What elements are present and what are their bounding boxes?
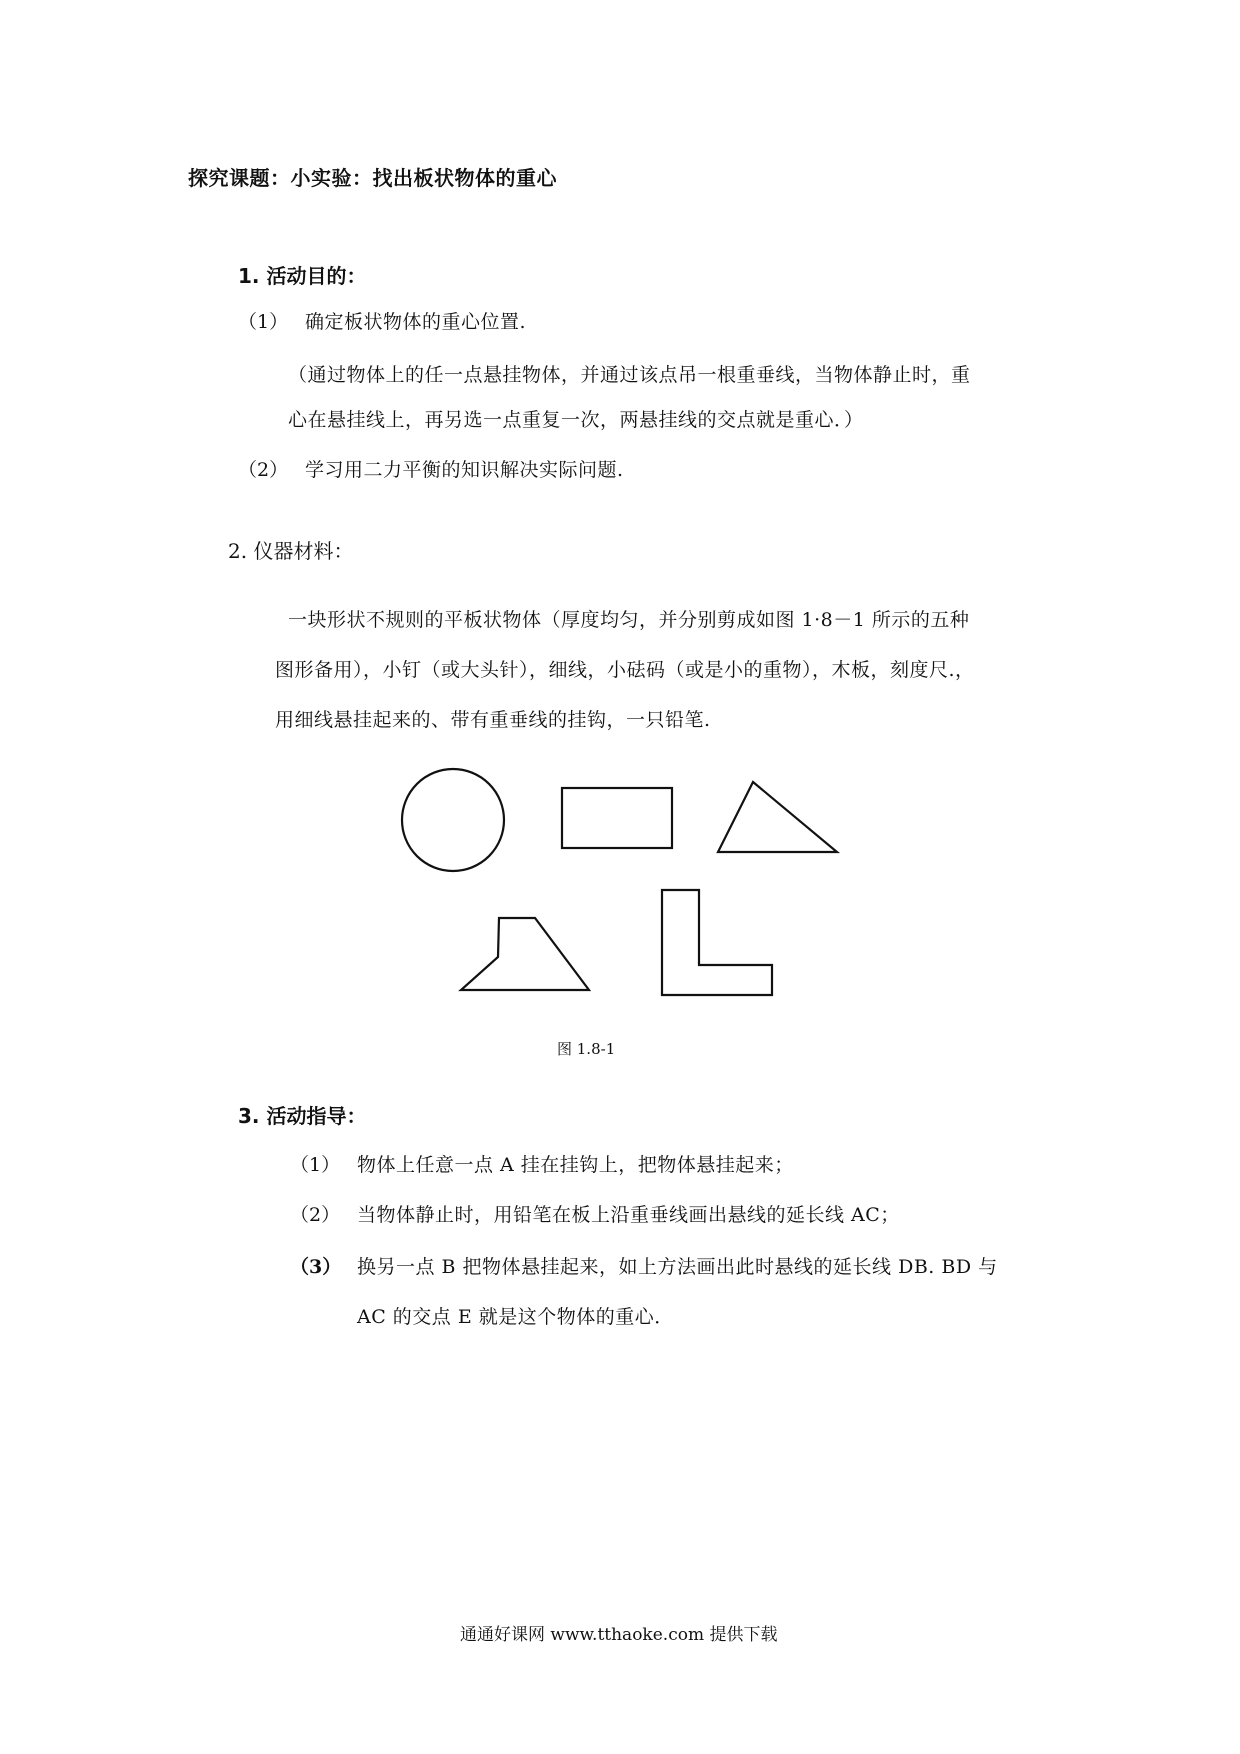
figure-caption: 图 1.8-1 [557, 1040, 616, 1058]
materials-line-1: 一块形状不规则的平板状物体（厚度均匀，并分别剪成如图 1·8－1 所示的五种 [288, 609, 970, 631]
materials-line-2: 图形备用），小钉（或大头针），细线，小砝码（或是小的重物），木板，刻度尺.， [275, 659, 975, 681]
l-shape [662, 890, 772, 995]
step-3-number: （3） [290, 1256, 342, 1278]
page-footer: 通通好课网 www.tthaoke.com 提供下载 [460, 1625, 778, 1645]
step-1-text: 物体上任意一点 A 挂在挂钩上，把物体悬挂起来； [357, 1154, 794, 1176]
item-1-text: 确定板状物体的重心位置. [305, 311, 527, 333]
rectangle-shape [562, 788, 672, 848]
page-title: 探究课题：小实验：找出板状物体的重心 [188, 166, 557, 190]
item-2-text: 学习用二力平衡的知识解决实际问题. [305, 459, 624, 481]
item-1-note-line-2: 心在悬挂线上，再另选一点重复一次，两悬挂线的交点就是重心．） [288, 409, 864, 431]
shapes-figure [390, 760, 850, 1030]
item-1-number: （1） [238, 311, 289, 333]
step-1-number: （1） [290, 1154, 341, 1176]
trapezoid-shape [461, 918, 589, 990]
section-3-heading: 3. 活动指导： [238, 1104, 367, 1128]
materials-line-3: 用细线悬挂起来的、带有重垂线的挂钩，一只铅笔. [275, 709, 711, 731]
item-1-note-line-1: （通过物体上的任一点悬挂物体，并通过该点吊一根重垂线，当物体静止时，重 [288, 364, 971, 386]
section-1-heading: 1. 活动目的： [238, 264, 367, 288]
section-2-heading: 2. 仪器材料： [228, 539, 354, 563]
step-3-text-line-2: AC 的交点 E 就是这个物体的重心． [357, 1306, 674, 1328]
item-2-number: （2） [238, 459, 289, 481]
step-2-number: （2） [290, 1204, 341, 1226]
step-2-text: 当物体静止时，用铅笔在板上沿重垂线画出悬线的延长线 AC； [357, 1204, 900, 1226]
step-3-text-line-1: 换另一点 B 把物体悬挂起来，如上方法画出此时悬线的延长线 DB. BD 与 [357, 1256, 998, 1278]
triangle-shape [718, 782, 837, 852]
circle-shape [402, 769, 504, 871]
